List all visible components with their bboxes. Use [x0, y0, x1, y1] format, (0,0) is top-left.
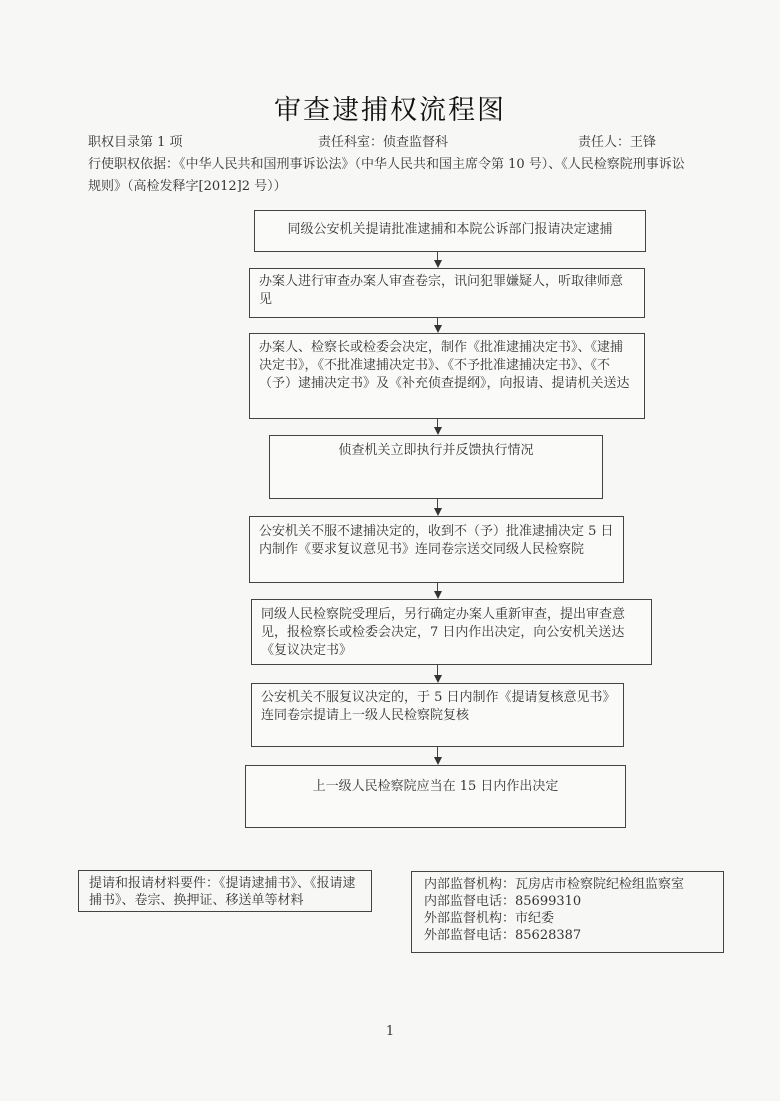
- arrow-down-icon: [434, 260, 442, 268]
- page-number: 1: [385, 1024, 395, 1039]
- arrow-down-icon: [434, 325, 442, 333]
- catalog-number: 职权目录第 1 项: [88, 135, 183, 150]
- arrow-down-icon: [434, 591, 442, 599]
- responsible-department: 责任科室：侦查监督科: [318, 135, 449, 150]
- arrow-down-icon: [434, 508, 442, 516]
- flow-step-4: 侦查机关立即执行并反馈执行情况: [269, 435, 603, 499]
- arrow-down-icon: [434, 757, 442, 765]
- supervision-external-agency: 外部监督机构：市纪委: [424, 911, 555, 926]
- flow-step-1: 同级公安机关提请批准逮捕和本院公诉部门报请决定逮捕: [254, 210, 646, 252]
- flow-step-8: 上一级人民检察院应当在 15 日内作出决定: [245, 765, 626, 828]
- flow-step-7: 公安机关不服复议决定的，于 5 日内制作《提请复核意见书》连同卷宗提请上一级人民检察院复核: [251, 683, 624, 747]
- legal-basis: 行使职权依据：《中华人民共和国刑事诉讼法》（中华人民共和国主席令第 10 号）、《人民检察院刑事诉讼规则》（高检发释字[2012]2 号））: [88, 157, 685, 194]
- arrow-down-icon: [434, 675, 442, 683]
- responsible-person: 责任人：王锋: [578, 135, 657, 150]
- flow-step-3: 办案人、检察长或检委会决定，制作《批准逮捕决定书》、《逮捕决定书》，《不批准逮捕决定书》、《不予批准逮捕决定书》、《不（予）逮捕决定书》及《补充侦查提纲》，向报请、提请机关送达: [249, 333, 645, 419]
- arrow-down-icon: [434, 427, 442, 435]
- supervision-external-phone: 外部监督电话：85628387: [424, 928, 582, 943]
- page-title: 审查逮捕权流程图: [274, 95, 506, 126]
- flow-step-2: 办案人进行审查办案人审查卷宗，讯问犯罪嫌疑人，听取律师意见: [249, 268, 645, 318]
- materials-box: 提请和报请材料要件：《提请逮捕书》、《报请逮捕书》、卷宗、换押证、移送单等材料: [78, 870, 372, 912]
- supervision-internal-agency: 内部监督机构：瓦房店市检察院纪检组监察室: [424, 877, 685, 892]
- supervision-internal-phone: 内部监督电话：85699310: [424, 894, 582, 909]
- flow-step-5: 公安机关不服不逮捕决定的，收到不（予）批准逮捕决定 5 日内制作《要求复议意见书》连同卷宗送交同级人民检察院: [249, 516, 624, 583]
- flow-step-6: 同级人民检察院受理后，另行确定办案人重新审查，提出审查意见，报检察长或检委会决定，7 日内作出决定，向公安机关送达《复议决定书》: [251, 599, 652, 665]
- supervision-box: [411, 871, 724, 953]
